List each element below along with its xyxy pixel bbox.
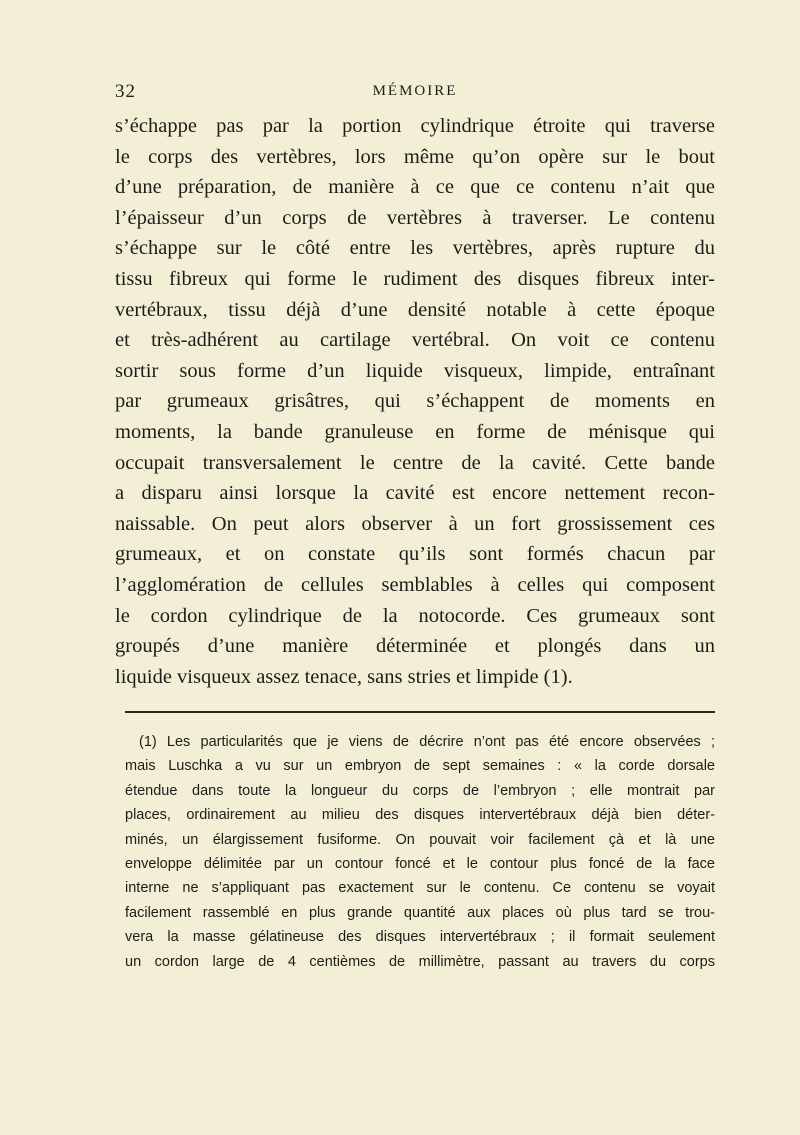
body-line: et très-adhérent au cartilage vertébral. On voit ce contenu: [115, 329, 715, 352]
footnote: [125, 730, 715, 974]
body-line: sortir sous forme d’un liquide visqueux, limpide, entraînant: [115, 359, 715, 382]
footnote-line: un cordon large de 4 centièmes de millimètre, passant au travers du corps: [125, 953, 715, 970]
footnote-divider: [125, 711, 715, 713]
body-line: vertébraux, tissu déjà d’une densité notable à cette époque: [115, 298, 715, 321]
body-line: moments, la bande granuleuse en forme de ménisque qui: [115, 420, 715, 443]
body-line: l’agglomération de cellules semblables à celles qui composent: [115, 573, 715, 596]
body-line: par grumeaux grisâtres, qui s’échappent de moments en: [115, 390, 715, 413]
body-line: tissu fibreux qui forme le rudiment des disques fibreux inter-: [115, 267, 715, 290]
body-line: s’échappe sur le côté entre les vertèbres, après rupture du: [115, 237, 715, 260]
body-line: s’échappe pas par la portion cylindrique étroite qui traverse: [115, 115, 715, 137]
footnote-line: places, ordinairement au milieu des disques intervertébraux déjà bien déter-: [125, 807, 715, 824]
footnote-line: (1) Les particularités que je viens de décrire n’ont pas été encore observées ;: [139, 734, 715, 750]
body-line: a disparu ainsi lorsque la cavité est encore nettement recon-: [115, 482, 715, 505]
body-line: l’épaisseur d’un corps de vertèbres à traverser. Le contenu: [115, 206, 715, 229]
footnote-line: mais Luschka a vu sur un embryon de sept semaines : « la corde dorsale: [125, 758, 715, 775]
running-head: MÉMOIRE: [372, 83, 458, 99]
body-line: liquide visqueux assez tenace, sans stries et limpide (1).: [115, 665, 573, 688]
body-line: d’une préparation, de manière à ce que ce contenu n’ait que: [115, 176, 715, 199]
footnote-line: enveloppe délimitée par un contour foncé et le contour plus foncé de la face: [125, 855, 715, 872]
footnote-line: minés, un élargissement fusiforme. On pouvait voir facilement çà et là une: [125, 831, 715, 848]
body-line: groupés d’une manière déterminée et plongés dans un: [115, 635, 715, 658]
footnote-line: étendue dans toute la longueur du corps de l’embryon ; elle montrait par: [125, 782, 715, 799]
page-number: 32: [115, 81, 136, 102]
body-line: le corps des vertèbres, lors même qu’on opère sur le bout: [115, 145, 715, 168]
body-paragraph: [115, 111, 715, 692]
page-header: [115, 81, 715, 105]
body-line: naissable. On peut alors observer à un fort grossissement ces: [115, 512, 715, 535]
body-line: occupait transversalement le centre de la cavité. Cette bande: [115, 451, 715, 474]
body-line: le cordon cylindrique de la notocorde. Ces grumeaux sont: [115, 604, 715, 627]
footnote-line: interne ne s’appliquant pas exactement sur le contenu. Ce contenu se voyait: [125, 880, 715, 897]
footnote-line: vera la masse gélatineuse des disques intervertébraux ; il formait seulement: [125, 929, 715, 946]
footnote-line: facilement rassemblé en plus grande quantité aux places où plus tard se trou-: [125, 904, 715, 921]
body-line: grumeaux, et on constate qu’ils sont formés chacun par: [115, 543, 715, 566]
